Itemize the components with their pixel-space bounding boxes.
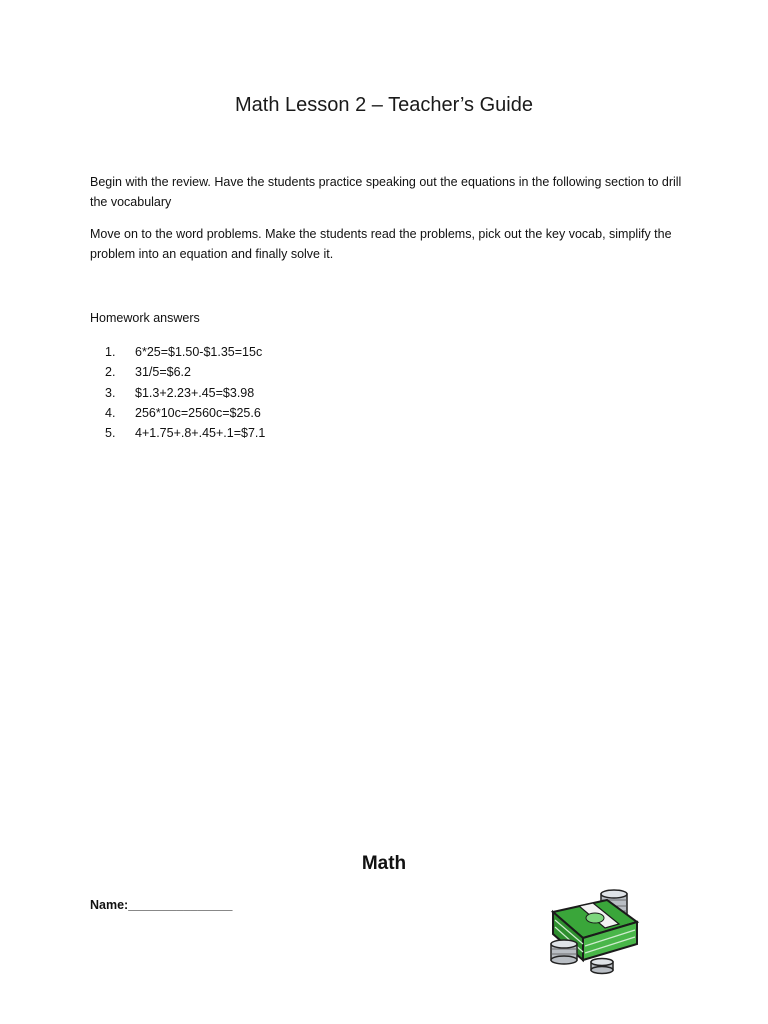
coin-stack-icon (591, 959, 613, 974)
homework-heading: Homework answers (90, 311, 200, 325)
instruction-paragraph-word-problems: Move on to the word problems. Make the students read the problems, pick out the key vocab, simplify the problem into an equation and finally solve it. (90, 227, 672, 261)
answer-text: 4+1.75+.8+.45+.1=$7.1 (135, 426, 266, 441)
list-item (90, 403, 265, 423)
answer-number: 3. (105, 385, 116, 400)
answer-text: 6*25=$1.50-$1.35=15c (135, 345, 263, 359)
name-field-label: Name:_______________ (90, 898, 233, 912)
answer-text: 256*10c=2560c=$25.6 (135, 405, 261, 420)
instruction-paragraph-review: Begin with the review. Have the students practice speaking out the equations in the following section to drill the vocabulary (90, 175, 682, 209)
money-stack-icon (545, 882, 645, 982)
coin-stack-icon (551, 940, 577, 964)
answer-text: $1.3+2.23+.45=$3.98 (135, 385, 255, 400)
homework-answer-list (90, 342, 265, 443)
answer-text: 31/5=$6.2 (135, 365, 191, 380)
list-item (90, 423, 265, 443)
answer-number: 1. (105, 345, 116, 359)
list-item (90, 362, 265, 382)
answer-number: 2. (105, 365, 116, 380)
answer-number: 4. (105, 405, 116, 420)
worksheet-title: Math (361, 853, 407, 874)
answer-number: 5. (105, 426, 116, 441)
list-item (90, 342, 265, 362)
list-item (90, 383, 265, 403)
document-title: Math Lesson 2 – Teacher’s Guide (235, 94, 533, 116)
